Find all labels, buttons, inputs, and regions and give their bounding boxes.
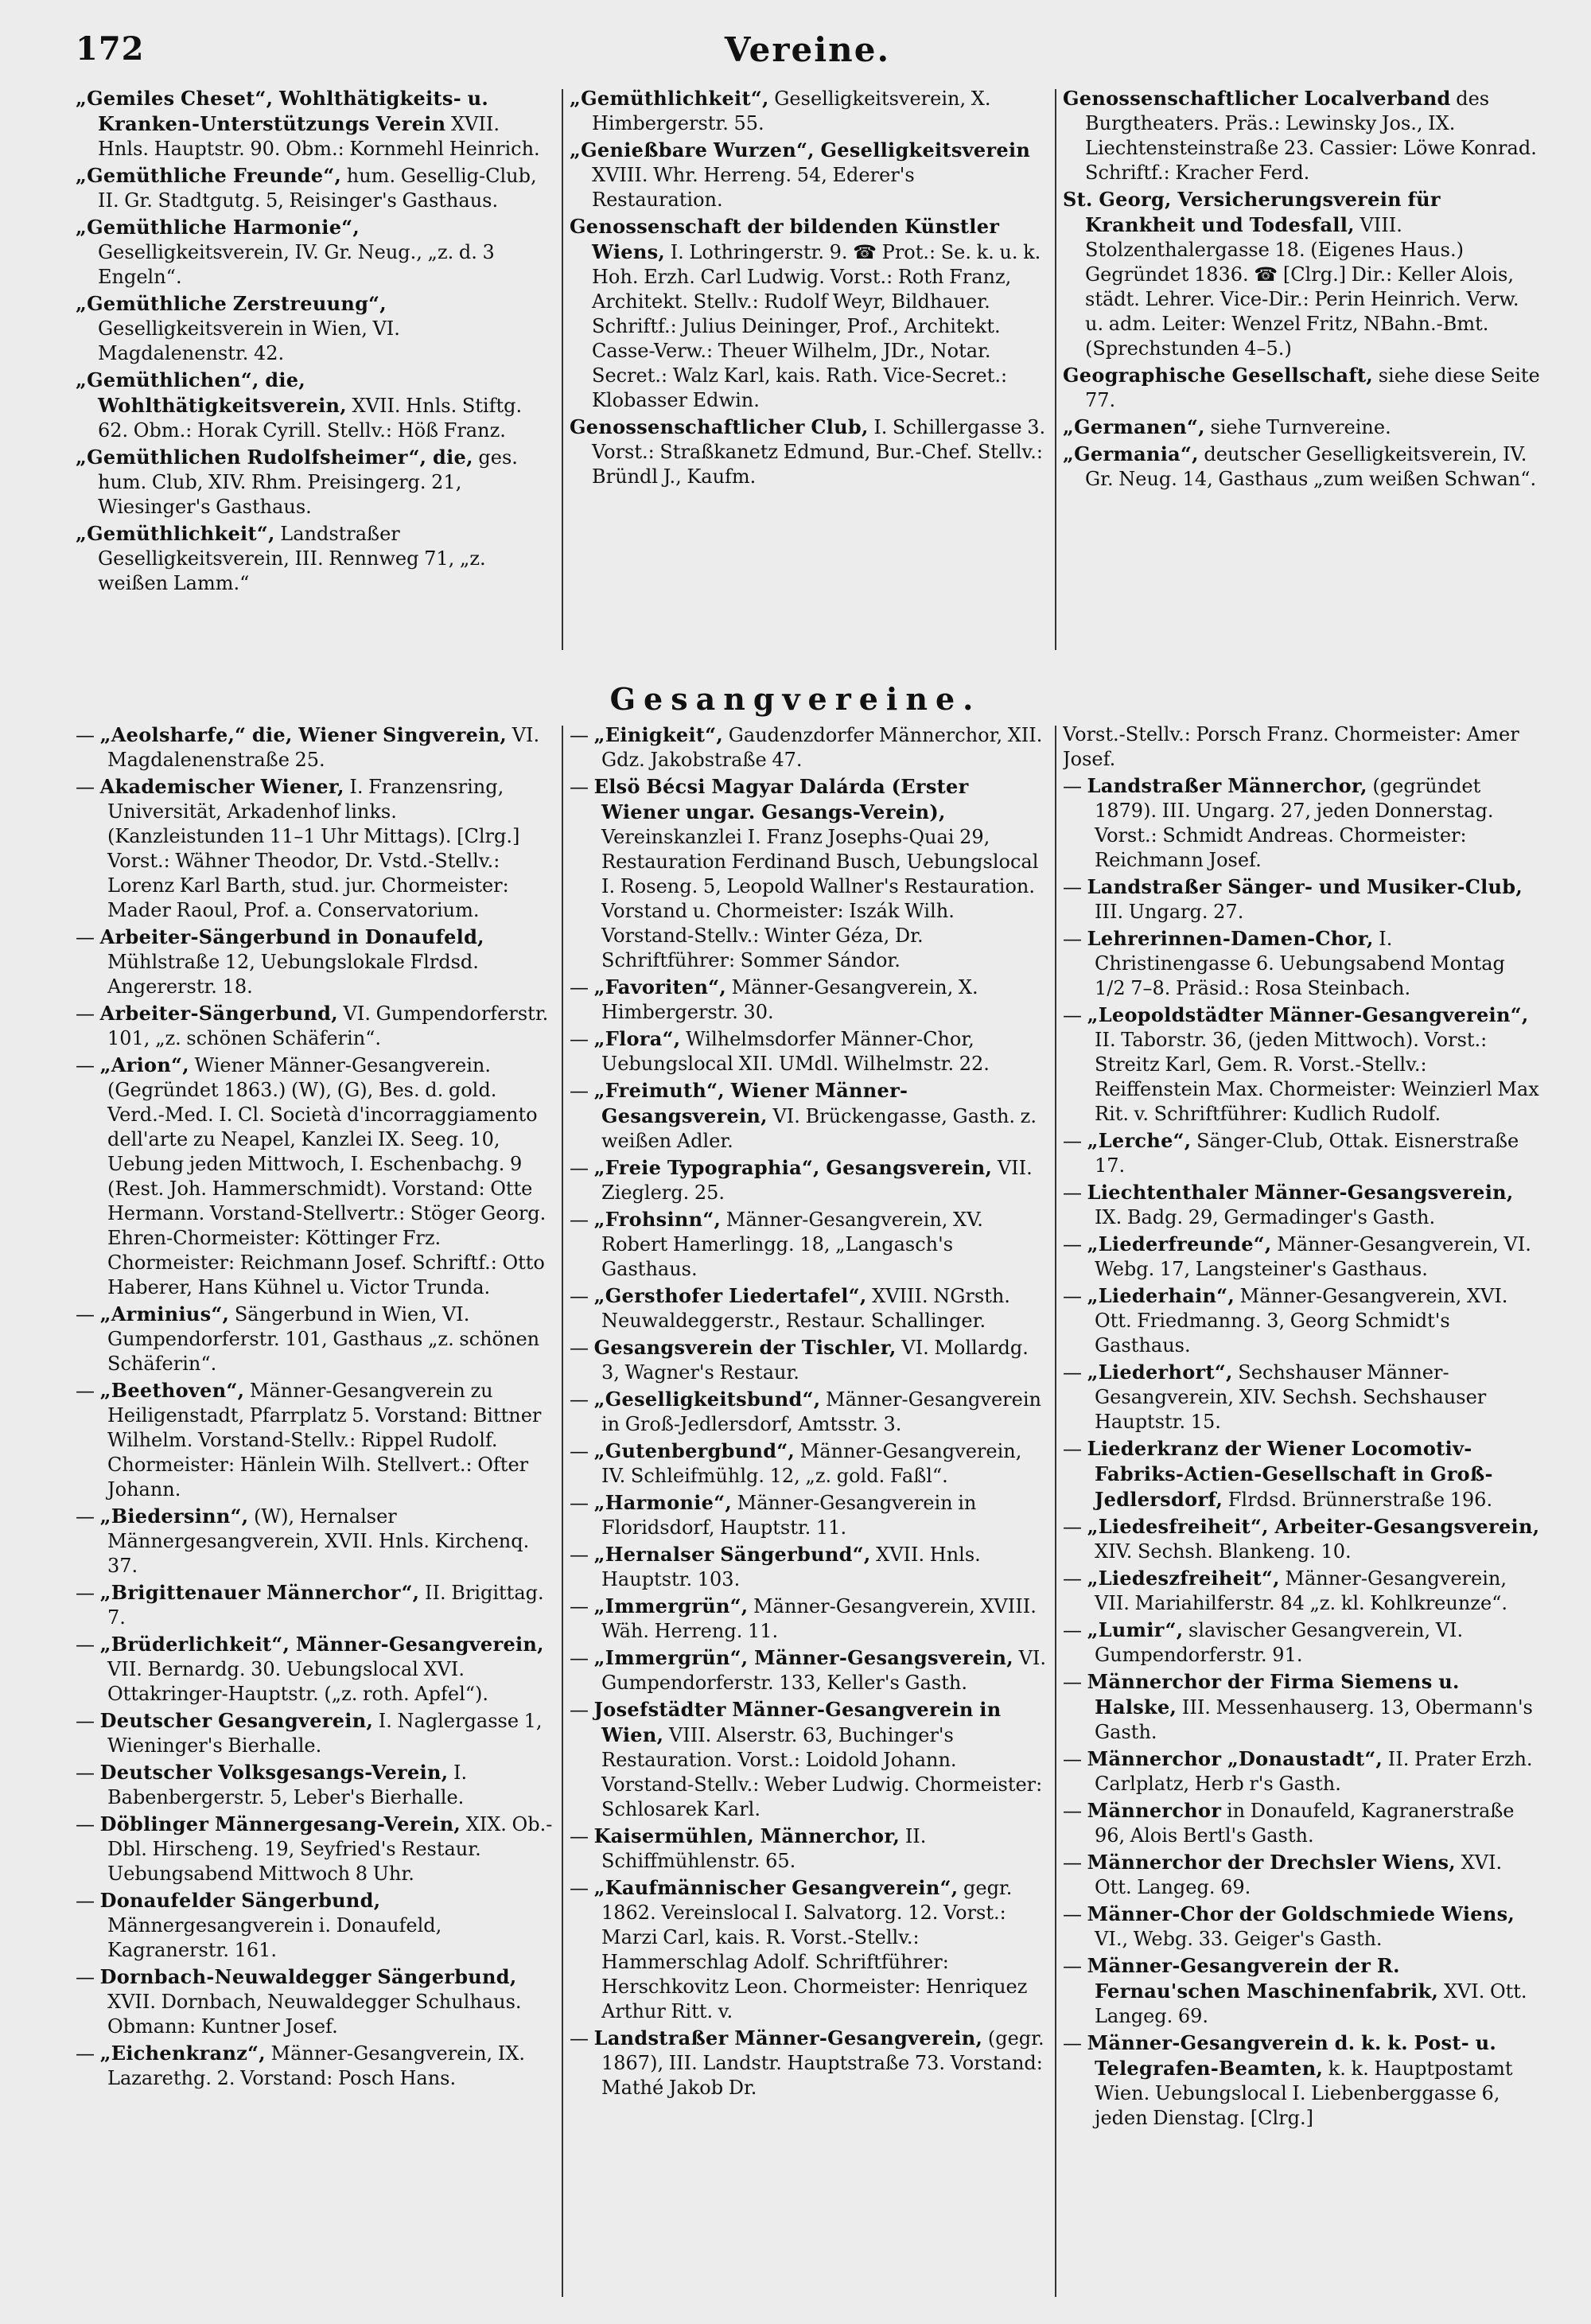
entry-text: hum. Gesellig-Club, II. Gr. Stadtgutg. 5, Reisinger's Gasthaus. — [98, 165, 537, 212]
entry-title: „Immergrün“, — [593, 1594, 749, 1617]
directory-entry — [76, 291, 553, 366]
directory-entry — [76, 1708, 553, 1758]
entry-title: „Germania“, — [1063, 442, 1199, 465]
entry-dash: — — [570, 1285, 594, 1307]
entry-title: Landstraßer Männer-Gesangverein, — [593, 2026, 983, 2050]
entry-title: Männer-Chor der Goldschmiede Wiens, — [1087, 1902, 1515, 1925]
entry-text: XVII. Hnls. Stiftg. 62. Obm.: Horak Cyrill. Stellv.: Höß Franz. — [98, 395, 523, 442]
entry-title: „Freimuth“, Wiener Männer-Gesangsverein, — [593, 1079, 908, 1127]
entry-text: (gegr. 1867), III. Landstr. Hauptstraße 73. Vorstand: Mathé Jakob Dr. — [601, 2027, 1044, 2099]
entry-dash: — — [76, 1813, 100, 1835]
entry-dash: — — [76, 1505, 100, 1528]
entry-title: „Gersthofer Liedertafel“, — [593, 1284, 867, 1307]
entry-title: Männer-Gesangverein der R. Fernau'schen Maschinenfabrik, — [1087, 1954, 1439, 2003]
directory-entry — [1063, 1283, 1540, 1358]
entry-text: VIII. Alserstr. 63, Buchinger's Restauration. Vorst.: Loidold Johann. Vorstand-Stellv.: Weber Ludwig. Chormeister: Schlosarek Karl. — [601, 1724, 1043, 1820]
directory-entry — [76, 368, 553, 443]
entry-text: k. k. Hauptpostamt Wien. Uebungslocal I. Liebenberggasse 6, jeden Dienstag. [Clrg.] — [1095, 2057, 1513, 2129]
entry-dash: — — [570, 1209, 594, 1231]
bottom-column-1 — [76, 722, 553, 2306]
entry-text: ges. hum. Club, XIV. Rhm. Preisingerg. 21, Wiesinger's Gasthaus. — [98, 446, 518, 518]
entry-text: Wiener Männer-Gesangverein. (Gegründet 1863.) (W), (G), Bes. d. gold. Verd.-Med. I. Cl. Società d'incorraggiamento dell'arte zu Neapel, Kanzlei IX. Seeg. 10, Uebung jeden Mittwoch, I. Eschenbachg. 9 (Rest. Joh. Hammerschmidt). Vorstand: Otte Hermann. Vorstand-Stellvertr.: Stöger Georg. Ehren-Chormeister: Köttinger Frz. Chormeister: Reichmann Josef. Schriftf.: Otto Haberer, Hans Kühnel u. Victor Trunda. — [107, 1054, 547, 1298]
directory-entry — [1063, 1436, 1540, 1512]
directory-entry — [1063, 1566, 1540, 1616]
directory-entry — [76, 1504, 553, 1579]
entry-title: Genossenschaftlicher Club, — [570, 415, 869, 438]
entry-dash: — — [570, 1595, 594, 1617]
entry-text: (gegründet 1879). III. Ungarg. 27, jeden Donnerstag. Vorst.: Schmidt Andreas. Chormeister: Reichmann Josef. — [1095, 775, 1494, 871]
entry-title: „Gemiles Cheset“, Wohlthätigkeits- u. Kranken-Unterstützungs Verein — [76, 87, 489, 135]
section-heading: Gesangvereine. — [609, 681, 982, 717]
entry-dash: — — [76, 2042, 100, 2065]
entry-text: XVII. Hnls. Hauptstr. 90. Obm.: Kornmehl Heinrich. — [98, 113, 540, 160]
directory-entry — [76, 2041, 553, 2091]
entry-text: XVII. Hnls. Hauptstr. 103. — [601, 1543, 981, 1590]
entry-title: St. Georg, Versicherungsverein für Krankheit und Todesfall, — [1063, 188, 1441, 236]
entry-title: „Aeolsharfe,“ die, Wiener Singverein, — [99, 723, 508, 746]
entry-text: Sänger-Club, Ottak. Eisnerstraße 17. — [1095, 1130, 1519, 1177]
entry-dash: — — [570, 1877, 594, 1899]
directory-entry — [76, 774, 553, 923]
entry-title: Arbeiter-Sängerbund, — [99, 1002, 338, 1025]
running-title: Vereine. — [724, 30, 891, 69]
entry-title: „Liederhort“, — [1087, 1361, 1233, 1384]
directory-entry — [570, 1387, 1047, 1437]
directory-entry — [1063, 86, 1540, 185]
entry-text: Sängerbund in Wien, VI. Gumpendorferstr. 101, Gasthaus „z. schönen Schäferin“. — [107, 1303, 540, 1375]
entry-dash: — — [1063, 1181, 1087, 1204]
entry-text: VI. Mollardg. 3, Wagner's Restaur. — [601, 1337, 1029, 1384]
entry-dash: — — [570, 1647, 594, 1669]
entry-title: Donaufelder Sängerbund, — [99, 1889, 381, 1912]
entry-text: Landstraßer Geselligkeitsverein, III. Rennweg 71, „z. weißen Lamm.“ — [98, 523, 486, 594]
directory-entry — [570, 138, 1047, 212]
entry-title: Akademischer Wiener, — [99, 775, 344, 798]
entry-title: Genossenschaftlicher Localverband — [1063, 87, 1451, 110]
entry-title: Elsö Bécsi Magyar Dalárda (Erster Wiener ungar. Gesangs-Verein), — [593, 775, 969, 823]
page-header — [76, 30, 1539, 86]
entry-title: Männer-Gesangverein d. k. k. Post- u. Telegrafen-Beamten, — [1087, 2031, 1497, 2080]
entry-text: Sechshauser Männer-Gesangverein, XIV. Sechsh. Sechshauser Hauptstr. 15. — [1095, 1361, 1487, 1433]
directory-entry — [570, 1283, 1047, 1333]
entry-dash: — — [1063, 2032, 1087, 2054]
entry-dash: — — [1063, 1130, 1087, 1152]
entry-text: II. Brigittag. 7. — [107, 1582, 544, 1629]
entry-dash: — — [570, 1080, 594, 1102]
entry-text: XVI. Ott. Langeg. 69. — [1095, 1980, 1527, 2027]
entry-dash: — — [570, 1028, 594, 1050]
directory-entry — [570, 1026, 1047, 1076]
directory-entry — [570, 774, 1047, 973]
entry-dash: — — [1063, 1004, 1087, 1026]
entry-title: „Liederhain“, — [1087, 1284, 1235, 1307]
entry-dash: — — [570, 2027, 594, 2050]
directory-entry — [1063, 926, 1540, 1001]
entry-text: Männer-Gesangverein, VI. Webg. 17, Langsteiner's Gasthaus. — [1095, 1233, 1531, 1280]
entry-title: Landstraßer Männerchor, — [1087, 774, 1367, 797]
directory-entry — [570, 975, 1047, 1025]
entry-dash: — — [76, 1710, 100, 1732]
entry-text: (W), Hernalser Männergesangverein, XVII. Hnls. Kirchenq. 37. — [107, 1505, 530, 1577]
entry-dash: — — [570, 1825, 594, 1847]
entry-title: Männerchor der Drechsler Wiens, — [1087, 1851, 1456, 1874]
directory-entry — [76, 1580, 553, 1630]
entry-dash: — — [1063, 775, 1087, 797]
entry-dash: — — [570, 724, 594, 746]
entry-text: Männer-Gesangverein in Groß-Jedlersdorf, Amtsstr. 3. — [601, 1388, 1041, 1435]
directory-entry — [76, 1632, 553, 1707]
directory-entry — [76, 215, 553, 290]
entry-text: siehe Turnvereine. — [1210, 416, 1391, 438]
entry-text: I. Franzensring, Universität, Arkadenhof links. (Kanzleistunden 11–1 Uhr Mittags). [Clrg.] Vorst.: Wähner Theodor, Dr. Vstd.-Stellv.: Lorenz Karl Barth, stud. jur. Chormeister: Mader Raoul, Prof. a. Conservatorium. — [107, 776, 520, 921]
entry-dash: — — [1063, 1800, 1087, 1822]
entry-text: Wilhelmsdorfer Männer-Chor, Uebungslocal XII. UMdl. Wilhelmstr. 22. — [601, 1028, 990, 1075]
entry-title: „Lerche“, — [1087, 1129, 1192, 1152]
entry-text: I. Babenbergerstr. 5, Leber's Bierhalle. — [107, 1761, 468, 1808]
directory-entry — [570, 1875, 1047, 2024]
entry-title: „Brüderlichkeit“, Männer-Gesangverein, — [99, 1633, 544, 1656]
entry-text: XIV. Sechsh. Blankeng. 10. — [1095, 1540, 1352, 1563]
directory-entry — [570, 1645, 1047, 1695]
entry-text: IX. Badg. 29, Germadinger's Gasth. — [1095, 1206, 1436, 1228]
directory-entry — [570, 1697, 1047, 1822]
entry-title: „Harmonie“, — [593, 1491, 733, 1514]
directory-entry — [1063, 1798, 1540, 1848]
entry-text: gegr. 1862. Vereinslocal I. Salvatorg. 12. Vorst.: Marzi Carl, kais. R. Vorst.-Stellv.: Hammerschlag Adolf. Schriftführer: Herschkovitz Leon. Chormeister: Henriquez Arthur Ritt. v. — [601, 1877, 1028, 2022]
directory-entry — [570, 1155, 1047, 1205]
entry-text: Vereinskanzlei I. Franz Josephs-Quai 29, Restauration Ferdinand Busch, Uebungslocal I. Roseng. 5, Leopold Wallner's Restauration. Vorstand u. Chormeister: Iszák Wilh. Vorstand-Stellv.: Winter Géza, Dr. Schriftführer: Sommer Sándor. — [601, 826, 1039, 971]
directory-entry — [570, 722, 1047, 773]
entry-title: „Gemüthlichkeit“, — [76, 522, 275, 545]
entry-text: XVIII. NGrsth. Neuwaldeggerstr., Restaur. Schallinger. — [601, 1285, 1010, 1332]
entry-dash: — — [570, 1440, 594, 1462]
entry-title: „Gemüthlichen Rudolfsheimer“, die, — [76, 446, 473, 469]
entry-text: des Burgtheaters. Präs.: Lewinsky Jos., IX. Liechtensteinstraße 23. Cassier: Löwe Konrad. Schriftf.: Kracher Ferd. — [1085, 88, 1537, 184]
directory-entry — [1063, 442, 1540, 492]
entry-dash: — — [1063, 1748, 1087, 1770]
entry-text: in Donaufeld, Kagranerstraße 96, Alois Bertl's Gasth. — [1095, 1800, 1515, 1847]
entry-dash: — — [1063, 1567, 1087, 1590]
entry-dash: — — [570, 776, 594, 798]
entry-title: „Hernalser Sängerbund“, — [593, 1543, 871, 1566]
entry-title: Gesangsverein der Tischler, — [593, 1336, 897, 1359]
entry-dash: — — [1063, 1903, 1087, 1925]
directory-entry — [570, 1542, 1047, 1592]
entry-text: I. Lothringerstr. 9. ☎ Prot.: Se. k. u. k. Hoh. Erzh. Carl Ludwig. Vorst.: Roth Franz, Architekt. Stellv.: Rudolf Weyr, Bildhauer. Schriftf.: Julius Deininger, Prof., Architekt. Casse-Verw.: Theuer Wilhelm, JDr., Notar. Secret.: Walz Karl, kais. Rath. Vice-Secret.: Klobasser Edwin. — [592, 241, 1041, 411]
entry-text: siehe diese Seite 77. — [1085, 364, 1540, 411]
entry-dash: — — [76, 1002, 100, 1025]
entry-title: Dornbach-Neuwaldegger Sängerbund, — [99, 1965, 517, 1988]
directory-entry — [570, 1207, 1047, 1282]
entry-title: Männerchor „Donaustadt“, — [1087, 1747, 1383, 1770]
top-column-3 — [1063, 86, 1540, 667]
directory-entry — [1063, 1902, 1540, 1952]
directory-entry — [570, 415, 1047, 489]
entry-title: „Gemüthliche Freunde“, — [76, 164, 342, 187]
directory-entry — [570, 1438, 1047, 1489]
entry-text: I. Schillergasse 3. Vorst.: Straßkanetz Edmund, Bur.-Chef. Stellv.: Bründl J., Kaufm. — [592, 416, 1046, 488]
entry-text: XVII. Dornbach, Neuwaldegger Schulhaus. Obmann: Kuntner Josef. — [107, 1991, 522, 2038]
entry-title: „Kaufmännischer Gesangverein“, — [593, 1876, 959, 1899]
entry-dash: — — [76, 1633, 100, 1656]
entry-title: Landstraßer Sänger- und Musiker-Club, — [1087, 875, 1523, 898]
directory-entry — [76, 1760, 553, 1810]
entry-text: Männer-Gesangverein, IV. Schleifmühlg. 12, „z. gold. Faßl“. — [601, 1440, 1022, 1487]
directory-entry — [76, 1812, 553, 1886]
entry-text: Männer-Gesangverein, XV. Robert Hamerlingg. 18, „Langasch's Gasthaus. — [601, 1209, 983, 1280]
column-divider — [562, 726, 563, 2297]
directory-entry — [1063, 1953, 1540, 2029]
entry-dash: — — [1063, 876, 1087, 898]
entry-text: Mühlstraße 12, Uebungslokale Flrdsd. Angererstr. 18. — [107, 951, 479, 998]
directory-entry — [76, 1302, 553, 1376]
top-column-2 — [570, 86, 1047, 667]
entry-dash: — — [76, 1582, 100, 1604]
entry-text: Männer-Gesangverein, X. Himbergerstr. 30. — [601, 976, 978, 1023]
entry-title: Männerchor der Firma Siemens u. Halske, — [1087, 1670, 1460, 1719]
entry-text: Flrdsd. Brünnerstraße 196. — [1227, 1489, 1493, 1511]
entry-title: „Gemüthliche Harmonie“, — [76, 216, 360, 239]
directory-entry — [1063, 722, 1540, 772]
directory-entry — [76, 1001, 553, 1051]
directory-entry — [76, 521, 553, 596]
entry-title: „Gemüthliche Zerstreuung“, — [76, 292, 387, 315]
directory-entry — [1063, 1002, 1540, 1127]
directory-entry — [76, 1053, 553, 1300]
entry-text: II. Prater Erzh. Carlplatz, Herb r's Gasth. — [1095, 1748, 1533, 1795]
entry-dash: — — [76, 1890, 100, 1912]
entry-text: VI. Gumpendorferstr. 133, Keller's Gasth. — [601, 1647, 1047, 1694]
entry-dash: — — [1063, 1955, 1087, 1977]
directory-entry — [1063, 187, 1540, 361]
entry-title: „Gutenbergbund“, — [593, 1439, 796, 1462]
entry-text: Männer-Gesangverein, XVIII. Wäh. Herreng. 11. — [601, 1595, 1037, 1642]
directory-entry — [1063, 1128, 1540, 1178]
directory-entry — [1063, 1850, 1540, 1900]
entry-text: XVI. Ott. Langeg. 69. — [1095, 1851, 1503, 1898]
directory-entry — [570, 214, 1047, 413]
entry-dash: — — [76, 926, 100, 948]
entry-title: „Freie Typographia“, Gesangsverein, — [593, 1156, 993, 1179]
entry-text: I. Naglergasse 1, Wieninger's Bierhalle. — [107, 1710, 543, 1757]
directory-entry — [1063, 1360, 1540, 1434]
entry-text: Männer-Gesangverein, IX. Lazarethg. 2. Vorstand: Posch Hans. — [107, 2042, 525, 2089]
entry-text: II. Schiffmühlenstr. 65. — [601, 1825, 927, 1872]
entry-title: „Flora“, — [593, 1027, 681, 1050]
directory-entry — [76, 86, 553, 162]
entry-dash: — — [1063, 1671, 1087, 1693]
entry-text: VI. Brückengasse, Gasth. z. weißen Adler. — [601, 1105, 1037, 1152]
entry-title: Deutscher Volksgesangs-Verein, — [99, 1761, 449, 1784]
entry-title: „Liedeszfreiheit“, — [1087, 1567, 1280, 1590]
directory-entry — [1063, 1232, 1540, 1282]
entry-title: Genossenschaft der bildenden Künstler Wiens, — [570, 215, 1000, 263]
entry-dash: — — [570, 1337, 594, 1359]
directory-entry — [1063, 363, 1540, 413]
entry-dash: — — [1063, 1516, 1087, 1538]
entry-title: Liechtenthaler Männer-Gesangsverein, — [1087, 1181, 1514, 1204]
entry-title: „Arion“, — [99, 1053, 189, 1076]
entry-title: „Gemüthlichkeit“, — [570, 87, 769, 110]
entry-dash: — — [570, 1543, 594, 1566]
entry-title: „Eichenkranz“, — [99, 2042, 266, 2065]
entry-text: VII. Zieglerg. 25. — [601, 1157, 1033, 1204]
entry-dash: — — [76, 776, 100, 798]
entry-text: Vorst.-Stellv.: Porsch Franz. Chormeister: Amer Josef. — [1063, 723, 1519, 770]
entry-text: Männer-Gesangverein, XVI. Ott. Friedmanng. 3, Georg Schmidt's Gasthaus. — [1095, 1285, 1508, 1357]
entry-text: XIX. Ob.-Dbl. Hirscheng. 19, Seyfried's Restaur. Uebungsabend Mittwoch 8 Uhr. — [107, 1813, 553, 1885]
entry-title: „Leopoldstädter Männer-Gesangverein“, — [1087, 1003, 1529, 1026]
directory-entry — [1063, 773, 1540, 873]
directory-entry — [1063, 2030, 1540, 2131]
entry-dash: — — [1063, 1361, 1087, 1384]
directory-entry — [1063, 1514, 1540, 1564]
directory-entry — [76, 925, 553, 999]
entry-text: II. Taborstr. 36, (jeden Mittwoch). Vorst.: Streitz Karl, Gem. R. Vorst.-Stellv.: Reiffenstein Max. Chormeister: Weinzierl Max Rit. v. Schriftführer: Kudlich Rudolf. — [1095, 1029, 1539, 1125]
entry-dash: — — [76, 1303, 100, 1325]
entry-dash: — — [1063, 1233, 1087, 1255]
entry-dash: — — [76, 1966, 100, 1988]
entry-text: Männer-Gesangverein, VII. Mariahilferstr. 84 „z. kl. Kohlkreunze“. — [1095, 1567, 1508, 1614]
column-divider — [562, 89, 563, 650]
entry-title: „Liederfreunde“, — [1087, 1232, 1272, 1255]
entry-dash: — — [570, 1157, 594, 1179]
entry-text: VI. Magdalenenstraße 25. — [107, 724, 540, 771]
entry-title: „Biedersinn“, — [99, 1505, 249, 1528]
entry-title: „Frohsinn“, — [593, 1208, 722, 1231]
directory-entry — [570, 1824, 1047, 1874]
column-divider — [1055, 89, 1056, 650]
entry-text: VI. Gumpendorferstr. 101, „z. schönen Schäferin“. — [107, 1002, 549, 1049]
entry-text: deutscher Geselligkeitsverein, IV. Gr. Neug. 14, Gasthaus „zum weißen Schwan“. — [1085, 443, 1537, 490]
entry-title: Geographische Gesellschaft, — [1063, 364, 1374, 387]
page-number: 172 — [76, 30, 145, 68]
entry-title: Liederkranz der Wiener Locomotiv-Fabriks-Actien-Gesellschaft in Groß-Jedlersdorf, — [1087, 1437, 1493, 1511]
entry-text: Männer-Gesangverein in Floridsdorf, Hauptstr. 11. — [601, 1492, 977, 1539]
entry-text: XVIII. Whr. Herreng. 54, Ederer's Restauration. — [592, 164, 915, 211]
entry-text: III. Ungarg. 27. — [1095, 901, 1244, 923]
entry-text: Geselligkeitsverein, X. Himbergerstr. 55. — [592, 88, 991, 134]
entry-title: „Beethoven“, — [99, 1379, 245, 1402]
entry-title: „Favoriten“, — [593, 975, 727, 999]
directory-entry — [1063, 415, 1540, 440]
entry-title: „Liedesfreiheit“, Arbeiter-Gesangsverein, — [1087, 1515, 1540, 1538]
entry-title: „Immergrün“, Männer-Gesangsverein, — [593, 1646, 1013, 1669]
directory-entry — [76, 445, 553, 520]
entry-dash: — — [1063, 928, 1087, 950]
directory-entry — [570, 1594, 1047, 1644]
entry-text: Geselligkeitsverein, IV. Gr. Neug., „z. d. 3 Engeln“. — [98, 241, 495, 288]
entry-title: Lehrerinnen-Damen-Chor, — [1087, 927, 1374, 950]
entry-title: „Einigkeit“, — [593, 723, 724, 746]
entry-title: Arbeiter-Sängerbund in Donaufeld, — [99, 925, 484, 948]
directory-entry — [76, 163, 553, 213]
entry-text: III. Messenhauserg. 13, Obermann's Gasth. — [1095, 1696, 1533, 1743]
entry-dash: — — [570, 1699, 594, 1721]
entry-dash: — — [76, 724, 100, 746]
entry-title: Josefstädter Männer-Gesangverein in Wien, — [593, 1698, 1002, 1746]
entry-text: VI., Webg. 33. Geiger's Gasth. — [1095, 1928, 1383, 1950]
entry-text: Männergesangverein i. Donaufeld, Kagranerstr. 161. — [107, 1914, 442, 1961]
entry-title: Kaisermühlen, Männerchor, — [593, 1824, 901, 1847]
directory-entry — [1063, 1617, 1540, 1668]
directory-entry — [76, 1888, 553, 1963]
entry-dash: — — [570, 1492, 594, 1514]
entry-text: I. Christinengasse 6. Uebungsabend Montag 1/2 7–8. Präsid.: Rosa Steinbach. — [1095, 928, 1505, 999]
directory-entry — [76, 1378, 553, 1502]
directory-entry — [570, 2026, 1047, 2100]
column-divider — [1055, 726, 1056, 2297]
entry-dash: — — [76, 1380, 100, 1402]
directory-entry — [1063, 1180, 1540, 1230]
entry-title: Deutscher Gesangverein, — [99, 1709, 374, 1732]
entry-dash: — — [1063, 1438, 1087, 1460]
entry-title: „Lumir“, — [1087, 1618, 1184, 1641]
entry-title: „Gemüthlichen“, die, Wohlthätigkeitsverein, — [76, 368, 347, 417]
directory-entry — [76, 722, 553, 773]
entry-dash: — — [76, 1054, 100, 1076]
entry-title: „Brigittenauer Männerchor“, — [99, 1581, 420, 1604]
entry-dash: — — [76, 1761, 100, 1784]
entry-text: Geselligkeitsverein in Wien, VI. Magdalenenstr. 42. — [98, 317, 400, 364]
directory-entry — [1063, 1746, 1540, 1797]
entry-dash: — — [1063, 1851, 1087, 1874]
entry-title: Männerchor — [1087, 1799, 1222, 1822]
directory-entry — [570, 1335, 1047, 1385]
entry-title: „Genießbare Wurzen“, Geselligkeitsverein — [570, 138, 1031, 162]
entry-text: slavischer Gesangverein, VI. Gumpendorferstr. 91. — [1095, 1619, 1464, 1666]
directory-entry — [570, 1490, 1047, 1540]
top-column-1 — [76, 86, 553, 667]
entry-title: Döblinger Männergesang-Verein, — [99, 1812, 461, 1835]
entry-dash: — — [570, 1388, 594, 1411]
bottom-column-3 — [1063, 722, 1540, 2306]
directory-entry — [1063, 1669, 1540, 1745]
entry-text: VIII. Stolzenthalergasse 18. (Eigenes Haus.) Gegründet 1836. ☎ [Clrg.] Dir.: Keller Alois, städt. Lehrer. Vice-Dir.: Perin Heinrich. Verw. u. adm. Leiter: Wenzel Fritz, NBahn.-Bmt. (Sprechstunden 4–5.) — [1085, 214, 1519, 360]
entry-text: Gaudenzdorfer Männerchor, XII. Gdz. Jakobstraße 47. — [601, 724, 1043, 771]
bottom-column-2 — [570, 722, 1047, 2306]
entry-dash: — — [570, 976, 594, 999]
directory-entry — [570, 86, 1047, 136]
directory-entry — [1063, 874, 1540, 925]
directory-entry — [570, 1078, 1047, 1154]
entry-dash: — — [1063, 1619, 1087, 1641]
directory-entry — [76, 1964, 553, 2039]
entry-title: „Germanen“, — [1063, 415, 1205, 438]
entry-title: „Arminius“, — [99, 1302, 230, 1325]
entry-dash: — — [1063, 1285, 1087, 1307]
entry-text: Männer-Gesangverein zu Heiligenstadt, Pfarrplatz 5. Vorstand: Bittner Wilhelm. Vorstand-Stellv.: Rippel Rudolf. Chormeister: Hänlein Wilh. Stellvert.: Ofter Johann. — [107, 1380, 542, 1501]
entry-title: „Geselligkeitsbund“, — [593, 1388, 821, 1411]
entry-text: VII. Bernardg. 30. Uebungslocal XVI. Ottakringer-Hauptstr. („z. roth. Apfel“). — [107, 1658, 489, 1705]
